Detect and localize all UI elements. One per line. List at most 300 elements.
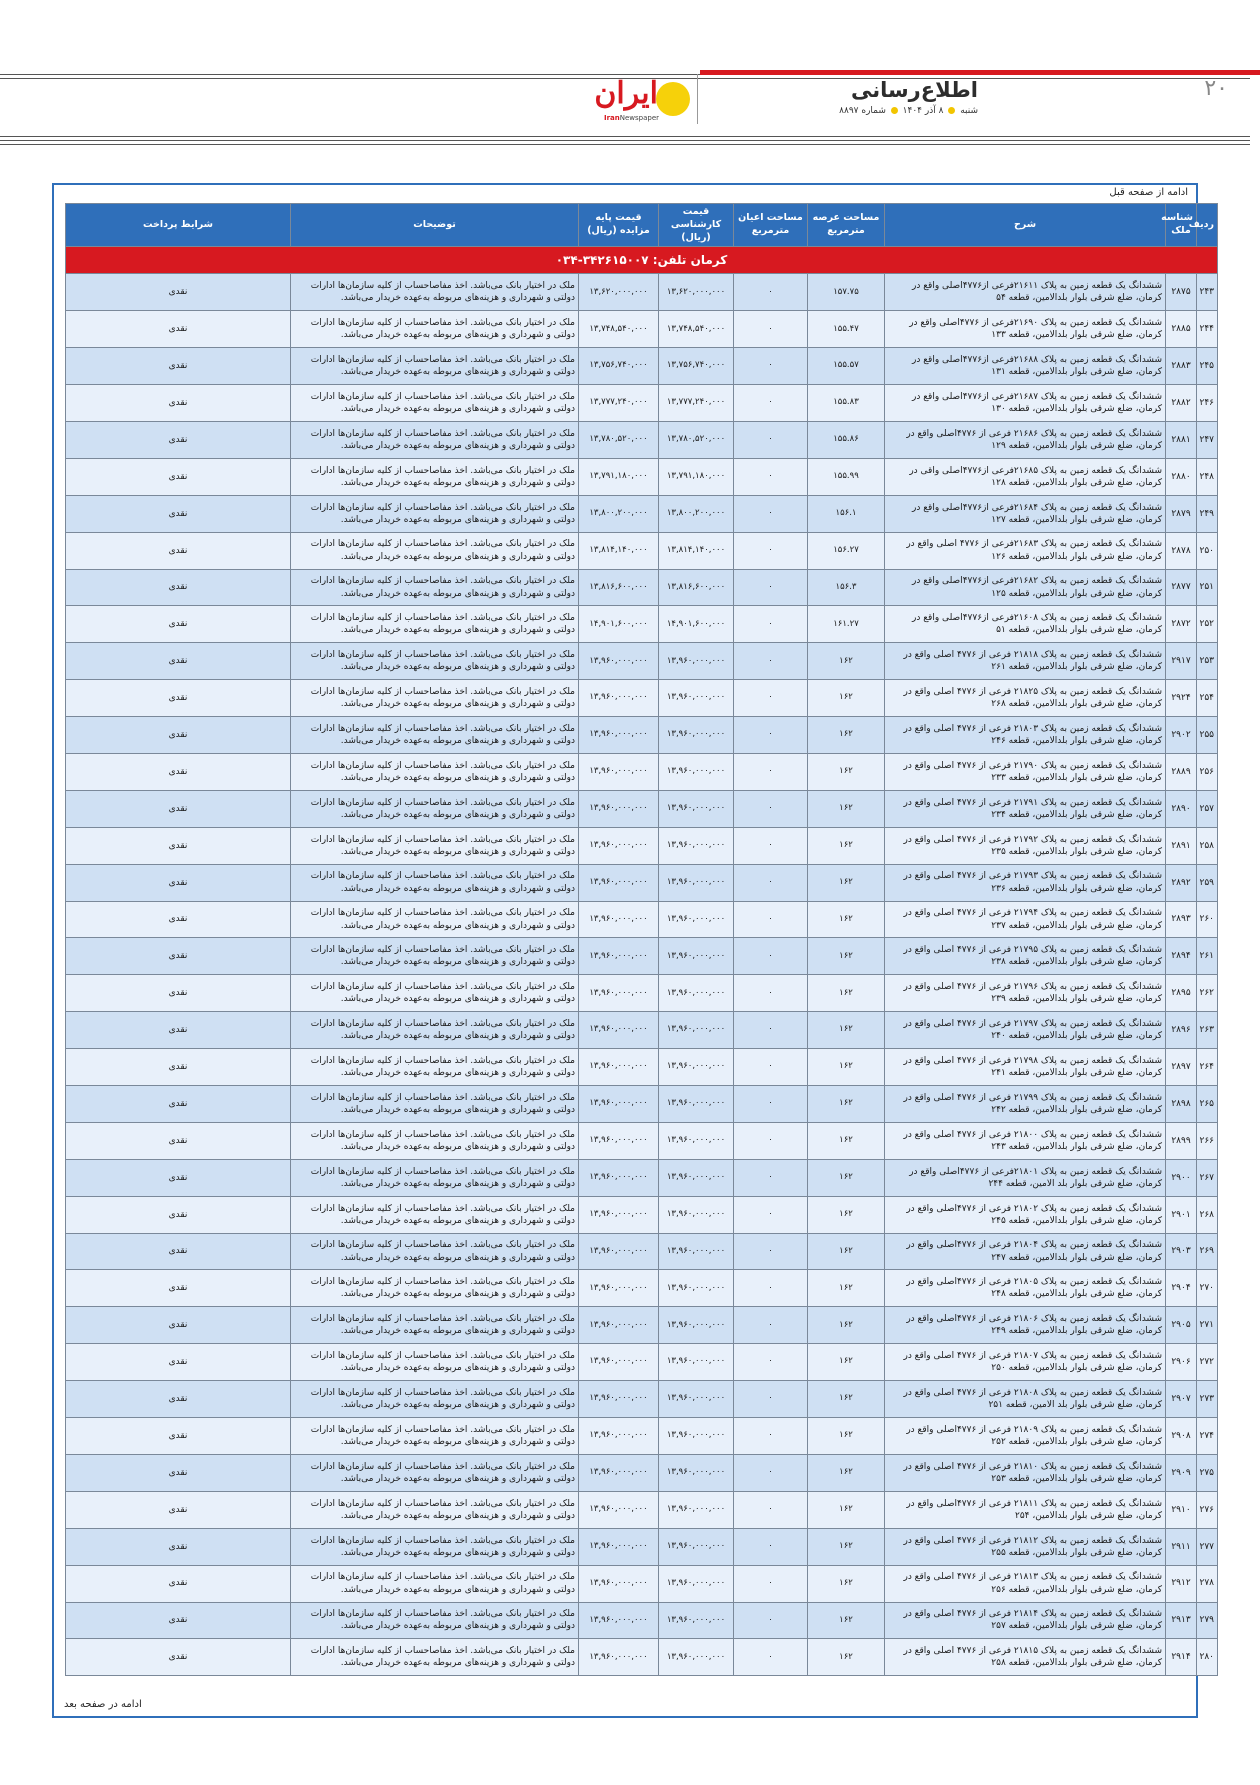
table-row xyxy=(66,938,1218,975)
cell-base-price: ۱۳,۹۶۰,۰۰۰,۰۰۰ xyxy=(579,790,659,827)
cell-description: ششدانگ یک قطعه زمین به پلاک ۲۱۶۸۳فرعی از ۴۷۷۶ اصلی واقع در کرمان، ضلع شرقی بلوار بلدالامین، قطعه ۱۲۶ xyxy=(885,532,1166,569)
cell-row-number: ۲۴۷ xyxy=(1197,422,1218,459)
cell-notes: ملک در اختیار بانک می‌باشد. اخذ مفاصاحساب از کلیه سازمان‌ها ادارات دولتی و شهرداری و هزینه‌های مربوطه به‌عهده خریدار می‌باشد. xyxy=(291,1491,579,1528)
cell-property-id: ۲۹۰۷ xyxy=(1166,1381,1197,1418)
cell-building-area: ۰ xyxy=(734,864,808,901)
cell-row-number: ۲۷۳ xyxy=(1197,1381,1218,1418)
section-title: اطلاع‌رسانی xyxy=(850,78,978,102)
cell-expert-price: ۱۳,۹۶۰,۰۰۰,۰۰۰ xyxy=(659,1196,734,1233)
cell-base-price: ۱۳,۸۰۰,۲۰۰,۰۰۰ xyxy=(579,495,659,532)
cell-base-price: ۱۳,۹۶۰,۰۰۰,۰۰۰ xyxy=(579,1086,659,1123)
cell-notes: ملک در اختیار بانک می‌باشد. اخذ مفاصاحساب از کلیه سازمان‌ها ادارات دولتی و شهرداری و هزینه‌های مربوطه به‌عهده خریدار می‌باشد. xyxy=(291,1049,579,1086)
cell-notes: ملک در اختیار بانک می‌باشد. اخذ مفاصاحساب از کلیه سازمان‌ها ادارات دولتی و شهرداری و هزینه‌های مربوطه به‌عهده خریدار می‌باشد. xyxy=(291,938,579,975)
cell-land-area: ۱۵۵.۵۷ xyxy=(808,348,885,385)
cell-payment-terms: نقدی xyxy=(66,348,291,385)
table-row xyxy=(66,311,1218,348)
cell-payment-terms: نقدی xyxy=(66,1602,291,1639)
cell-description: ششدانگ یک قطعه زمین به پلاک ۲۱۸۱۱ فرعی از ۴۷۷۶اصلی واقع در کرمان، ضلع شرقی بلوار بلدالامین، ۲۵۴ xyxy=(885,1491,1166,1528)
cell-notes: ملک در اختیار بانک می‌باشد. اخذ مفاصاحساب از کلیه سازمان‌ها ادارات دولتی و شهرداری و هزینه‌های مربوطه به‌عهده خریدار می‌باشد. xyxy=(291,606,579,643)
table-row xyxy=(66,532,1218,569)
cell-base-price: ۱۳,۹۶۰,۰۰۰,۰۰۰ xyxy=(579,1565,659,1602)
table-row xyxy=(66,1086,1218,1123)
cell-property-id: ۲۸۹۱ xyxy=(1166,827,1197,864)
cell-expert-price: ۱۳,۹۶۰,۰۰۰,۰۰۰ xyxy=(659,1639,734,1676)
cell-description: ششدانگ یک قطعه زمین به پلاک ۲۱۶۸۵فرعی از۴۷۷۶اصلی واقی در کرمان، ضلع شرقی بلوار بلدالامین، قطعه ۱۲۸ xyxy=(885,458,1166,495)
cell-notes: ملک در اختیار بانک می‌باشد. اخذ مفاصاحساب از کلیه سازمان‌ها ادارات دولتی و شهرداری و هزینه‌های مربوطه به‌عهده خریدار می‌باشد. xyxy=(291,1270,579,1307)
cell-expert-price: ۱۳,۷۸۰,۵۲۰,۰۰۰ xyxy=(659,422,734,459)
cell-expert-price: ۱۳,۹۶۰,۰۰۰,۰۰۰ xyxy=(659,680,734,717)
cell-land-area: ۱۶۲ xyxy=(808,1639,885,1676)
cell-property-id: ۲۹۱۳ xyxy=(1166,1602,1197,1639)
cell-building-area: ۰ xyxy=(734,348,808,385)
cell-description: ششدانگ یک قطعه زمین به پلاک ۲۱۸۰۰ فرعی از ۴۷۷۶ اصلی واقع در کرمان، ضلع شرقی بلوار بلدالامین، قطعه ۲۴۳ xyxy=(885,1122,1166,1159)
dot-icon xyxy=(948,107,955,114)
cell-land-area: ۱۶۲ xyxy=(808,680,885,717)
cell-payment-terms: نقدی xyxy=(66,1196,291,1233)
cell-payment-terms: نقدی xyxy=(66,1418,291,1455)
cell-payment-terms: نقدی xyxy=(66,680,291,717)
continued-from-notice: ادامه از صفحه قبل xyxy=(1109,187,1188,198)
cell-base-price: ۱۳,۷۸۰,۵۲۰,۰۰۰ xyxy=(579,422,659,459)
cell-row-number: ۲۵۰ xyxy=(1197,532,1218,569)
cell-notes: ملک در اختیار بانک می‌باشد. اخذ مفاصاحساب از کلیه سازمان‌ها ادارات دولتی و شهرداری و هزینه‌های مربوطه به‌عهده خریدار می‌باشد. xyxy=(291,1307,579,1344)
cell-row-number: ۲۶۹ xyxy=(1197,1233,1218,1270)
cell-notes: ملک در اختیار بانک می‌باشد. اخذ مفاصاحساب از کلیه سازمان‌ها ادارات دولتی و شهرداری و هزینه‌های مربوطه به‌عهده خریدار می‌باشد. xyxy=(291,458,579,495)
cell-description: ششدانگ یک قطعه زمین به پلاک ۲۱۶۱۱فرعی از۴۷۷۶اصلی واقع در کرمان، ضلع شرقی بلوار بلدالامین، قطعه ۵۴ xyxy=(885,274,1166,311)
cell-description: ششدانگ یک قطعه زمین به پلاک ۲۱۷۹۷ فرعی از ۴۷۷۶ اصلی واقع در کرمان، ضلع شرقی بلوار بلدالامین، قطعه ۲۴۰ xyxy=(885,1012,1166,1049)
table-row xyxy=(66,1307,1218,1344)
cell-notes: ملک در اختیار بانک می‌باشد. اخذ مفاصاحساب از کلیه سازمان‌ها ادارات دولتی و شهرداری و هزینه‌های مربوطه به‌عهده خریدار می‌باشد. xyxy=(291,385,579,422)
cell-building-area: ۰ xyxy=(734,901,808,938)
cell-base-price: ۱۳,۹۶۰,۰۰۰,۰۰۰ xyxy=(579,643,659,680)
table-row xyxy=(66,348,1218,385)
cell-base-price: ۱۳,۷۵۶,۷۴۰,۰۰۰ xyxy=(579,348,659,385)
table-body xyxy=(66,247,1218,1676)
cell-notes: ملک در اختیار بانک می‌باشد. اخذ مفاصاحساب از کلیه سازمان‌ها ادارات دولتی و شهرداری و هزینه‌های مربوطه به‌عهده خریدار می‌باشد. xyxy=(291,1565,579,1602)
cell-property-id: ۲۹۰۸ xyxy=(1166,1418,1197,1455)
col-header-expert-price: قیمت کارشناسی (ریال) xyxy=(659,204,734,247)
cell-description: ششدانگ یک قطعه زمین به پلاک ۲۱۶۸۲فرعی از۴۷۷۶اصلی واقع در کرمان، ضلع شرقی بلوار بلدالامین، قطعه ۱۲۵ xyxy=(885,569,1166,606)
cell-building-area: ۰ xyxy=(734,569,808,606)
table-row xyxy=(66,1344,1218,1381)
cell-payment-terms: نقدی xyxy=(66,1307,291,1344)
cell-row-number: ۲۷۴ xyxy=(1197,1418,1218,1455)
table-row xyxy=(66,1491,1218,1528)
cell-base-price: ۱۳,۹۶۰,۰۰۰,۰۰۰ xyxy=(579,717,659,754)
cell-payment-terms: نقدی xyxy=(66,1049,291,1086)
cell-expert-price: ۱۳,۹۶۰,۰۰۰,۰۰۰ xyxy=(659,1418,734,1455)
masthead-rule-bottom-3 xyxy=(0,144,1250,145)
cell-payment-terms: نقدی xyxy=(66,1528,291,1565)
cell-land-area: ۱۶۲ xyxy=(808,754,885,791)
cell-property-id: ۲۹۱۱ xyxy=(1166,1528,1197,1565)
cell-description: ششدانگ یک قطعه زمین به پلاک ۲۱۸۰۲ فرعی از ۴۷۷۶اصلی واقع در کرمان، ضلع شرقی بلوار بلدالامین، قطعه ۲۴۵ xyxy=(885,1196,1166,1233)
cell-building-area: ۰ xyxy=(734,1381,808,1418)
cell-payment-terms: نقدی xyxy=(66,864,291,901)
table-row xyxy=(66,1233,1218,1270)
cell-land-area: ۱۶۲ xyxy=(808,1381,885,1418)
cell-row-number: ۲۶۴ xyxy=(1197,1049,1218,1086)
cell-notes: ملک در اختیار بانک می‌باشد. اخذ مفاصاحساب از کلیه سازمان‌ها ادارات دولتی و شهرداری و هزینه‌های مربوطه به‌عهده خریدار می‌باشد. xyxy=(291,1418,579,1455)
cell-description: ششدانگ یک قطعه زمین به پلاک ۲۱۷۹۶ فرعی از ۴۷۷۶ اصلی واقع در کرمان، ضلع شرقی بلوار بلدالامین، قطعه ۲۳۹ xyxy=(885,975,1166,1012)
table-row xyxy=(66,717,1218,754)
cell-expert-price: ۱۳,۹۶۰,۰۰۰,۰۰۰ xyxy=(659,1122,734,1159)
cell-row-number: ۲۶۶ xyxy=(1197,1122,1218,1159)
cell-row-number: ۲۸۰ xyxy=(1197,1639,1218,1676)
cell-description: ششدانگ یک قطعه زمین به پلاک ۲۱۸۰۳ فرعی از ۴۷۷۶ اصلی واقع در کرمان، ضلع شرقی بلوار بلدالامین، قطعه ۲۴۶ xyxy=(885,717,1166,754)
cell-building-area: ۰ xyxy=(734,938,808,975)
cell-land-area: ۱۶۲ xyxy=(808,1233,885,1270)
cell-description: ششدانگ یک قطعه زمین به پلاک ۲۱۷۹۱ فرعی از ۴۷۷۶ اصلی واقع در کرمان، ضلع شرقی بلوار بلدالامین، قطعه ۲۳۴ xyxy=(885,790,1166,827)
cell-property-id: ۲۹۱۴ xyxy=(1166,1639,1197,1676)
cell-description: ششدانگ یک قطعه زمین به پلاک ۲۱۸۰۶ فرعی از ۴۷۷۶اصلی واقع در کرمان، ضلع شرقی بلوار بلدالامین، قطعه ۲۴۹ xyxy=(885,1307,1166,1344)
cell-property-id: ۲۹۰۹ xyxy=(1166,1454,1197,1491)
logo-wordmark: ایران xyxy=(594,76,658,111)
cell-payment-terms: نقدی xyxy=(66,422,291,459)
cell-building-area: ۰ xyxy=(734,1418,808,1455)
table-row xyxy=(66,422,1218,459)
cell-base-price: ۱۳,۹۶۰,۰۰۰,۰۰۰ xyxy=(579,754,659,791)
cell-base-price: ۱۳,۹۶۰,۰۰۰,۰۰۰ xyxy=(579,1049,659,1086)
cell-expert-price: ۱۳,۹۶۰,۰۰۰,۰۰۰ xyxy=(659,1381,734,1418)
table-row xyxy=(66,1528,1218,1565)
cell-payment-terms: نقدی xyxy=(66,385,291,422)
cell-base-price: ۱۳,۹۶۰,۰۰۰,۰۰۰ xyxy=(579,1012,659,1049)
table-row xyxy=(66,680,1218,717)
cell-building-area: ۰ xyxy=(734,680,808,717)
cell-description: ششدانگ یک قطعه زمین به پلاک ۲۱۷۹۸ فرعی از ۴۷۷۶ اصلی واقع در کرمان، ضلع شرقی بلوار بلدالامین، قطعه ۲۴۱ xyxy=(885,1049,1166,1086)
cell-building-area: ۰ xyxy=(734,1528,808,1565)
cell-building-area: ۰ xyxy=(734,1012,808,1049)
cell-description: ششدانگ یک قطعه زمین به پلاک ۲۱۸۱۴ فرعی از ۴۷۷۶ اصلی واقع در کرمان، ضلع شرقی بلوار بلدالامین، قطعه ۲۵۷ xyxy=(885,1602,1166,1639)
cell-property-id: ۲۸۹۳ xyxy=(1166,901,1197,938)
table-row xyxy=(66,606,1218,643)
cell-expert-price: ۱۳,۹۶۰,۰۰۰,۰۰۰ xyxy=(659,1565,734,1602)
cell-property-id: ۲۸۸۲ xyxy=(1166,385,1197,422)
cell-land-area: ۱۶۲ xyxy=(808,643,885,680)
cell-land-area: ۱۶۲ xyxy=(808,1159,885,1196)
cell-description: ششدانگ یک قطعه زمین به پلاک ۲۱۸۲۵ فرعی از ۴۷۷۶ اصلی واقع در کرمان، ضلع شرقی بلوار بلدالامین، قطعه ۲۶۸ xyxy=(885,680,1166,717)
cell-row-number: ۲۵۷ xyxy=(1197,790,1218,827)
cell-notes: ملک در اختیار بانک می‌باشد. اخذ مفاصاحساب از کلیه سازمان‌ها ادارات دولتی و شهرداری و هزینه‌های مربوطه به‌عهده خریدار می‌باشد. xyxy=(291,827,579,864)
cell-base-price: ۱۳,۷۴۸,۵۴۰,۰۰۰ xyxy=(579,311,659,348)
cell-notes: ملک در اختیار بانک می‌باشد. اخذ مفاصاحساب از کلیه سازمان‌ها ادارات دولتی و شهرداری و هزینه‌های مربوطه به‌عهده خریدار می‌باشد. xyxy=(291,975,579,1012)
cell-row-number: ۲۵۳ xyxy=(1197,643,1218,680)
col-header-row: ردیف xyxy=(1197,204,1218,247)
cell-payment-terms: نقدی xyxy=(66,1491,291,1528)
cell-payment-terms: نقدی xyxy=(66,1565,291,1602)
cell-building-area: ۰ xyxy=(734,1086,808,1123)
cell-payment-terms: نقدی xyxy=(66,643,291,680)
city-phone-line: کرمان تلفن: ۳۴۲۶۱۵۰۰۷-۰۳۴ xyxy=(66,247,1218,274)
cell-description: ششدانگ یک قطعه زمین به پلاک ۲۱۶۸۸فرعی از۴۷۷۶اصلی واقع در کرمان، ضلع شرقی بلوار بلدالامین، قطعه ۱۳۱ xyxy=(885,348,1166,385)
cell-property-id: ۲۹۰۲ xyxy=(1166,717,1197,754)
cell-notes: ملک در اختیار بانک می‌باشد. اخذ مفاصاحساب از کلیه سازمان‌ها ادارات دولتی و شهرداری و هزینه‌های مربوطه به‌عهده خریدار می‌باشد. xyxy=(291,1196,579,1233)
cell-row-number: ۲۶۵ xyxy=(1197,1086,1218,1123)
cell-payment-terms: نقدی xyxy=(66,938,291,975)
cell-notes: ملک در اختیار بانک می‌باشد. اخذ مفاصاحساب از کلیه سازمان‌ها ادارات دولتی و شهرداری و هزینه‌های مربوطه به‌عهده خریدار می‌باشد. xyxy=(291,1454,579,1491)
cell-land-area: ۱۶۲ xyxy=(808,1344,885,1381)
cell-base-price: ۱۳,۹۶۰,۰۰۰,۰۰۰ xyxy=(579,1528,659,1565)
cell-payment-terms: نقدی xyxy=(66,569,291,606)
cell-property-id: ۲۸۷۸ xyxy=(1166,532,1197,569)
cell-land-area: ۱۵۶.۳ xyxy=(808,569,885,606)
table-row xyxy=(66,495,1218,532)
masthead-rule-bottom-2 xyxy=(0,140,1250,141)
cell-building-area: ۰ xyxy=(734,458,808,495)
cell-base-price: ۱۳,۹۶۰,۰۰۰,۰۰۰ xyxy=(579,938,659,975)
cell-description: ششدانگ یک قطعه زمین به پلاک ۲۱۶۹۰فرعی از ۴۷۷۶اصلی واقع در کرمان، ضلع شرقی بلوار بلدالامین، قطعه ۱۳۳ xyxy=(885,311,1166,348)
cell-property-id: ۲۸۷۹ xyxy=(1166,495,1197,532)
cell-land-area: ۱۶۲ xyxy=(808,938,885,975)
cell-expert-price: ۱۳,۶۲۰,۰۰۰,۰۰۰ xyxy=(659,274,734,311)
dot-icon xyxy=(891,107,898,114)
cell-notes: ملک در اختیار بانک می‌باشد. اخذ مفاصاحساب از کلیه سازمان‌ها ادارات دولتی و شهرداری و هزینه‌های مربوطه به‌عهده خریدار می‌باشد. xyxy=(291,569,579,606)
cell-land-area: ۱۶۲ xyxy=(808,975,885,1012)
cell-land-area: ۱۵۵.۴۷ xyxy=(808,311,885,348)
cell-expert-price: ۱۳,۹۶۰,۰۰۰,۰۰۰ xyxy=(659,1307,734,1344)
table-header-row xyxy=(66,204,1218,247)
cell-property-id: ۲۹۱۰ xyxy=(1166,1491,1197,1528)
cell-row-number: ۲۶۱ xyxy=(1197,938,1218,975)
table-row xyxy=(66,1122,1218,1159)
masthead-rule-bottom xyxy=(0,136,1250,137)
cell-land-area: ۱۵۵.۸۶ xyxy=(808,422,885,459)
table-row xyxy=(66,1565,1218,1602)
cell-land-area: ۱۶۲ xyxy=(808,1418,885,1455)
cell-base-price: ۱۳,۷۷۷,۲۴۰,۰۰۰ xyxy=(579,385,659,422)
issue-number: شماره ۸۸۹۷ xyxy=(839,106,886,116)
cell-description: ششدانگ یک قطعه زمین به پلاک ۲۱۶۸۴فرعی از۴۷۷۶اصلی واقع در کرمان، ضلع شرقی بلوار بلدالامین، قطعه ۱۲۷ xyxy=(885,495,1166,532)
cell-description: ششدانگ یک قطعه زمین به پلاک ۲۱۸۱۰ فرعی از ۴۷۷۶ اصلی واقع در کرمان، ضلع شرقی بلوار بلدالامین، قطعه ۲۵۳ xyxy=(885,1454,1166,1491)
cell-notes: ملک در اختیار بانک می‌باشد. اخذ مفاصاحساب از کلیه سازمان‌ها ادارات دولتی و شهرداری و هزینه‌های مربوطه به‌عهده خریدار می‌باشد. xyxy=(291,1344,579,1381)
cell-expert-price: ۱۳,۹۶۰,۰۰۰,۰۰۰ xyxy=(659,864,734,901)
cell-payment-terms: نقدی xyxy=(66,1122,291,1159)
cell-base-price: ۱۳,۹۶۰,۰۰۰,۰۰۰ xyxy=(579,1270,659,1307)
cell-land-area: ۱۶۲ xyxy=(808,1528,885,1565)
cell-payment-terms: نقدی xyxy=(66,495,291,532)
cell-building-area: ۰ xyxy=(734,827,808,864)
table-row xyxy=(66,1159,1218,1196)
cell-land-area: ۱۶۱.۲۷ xyxy=(808,606,885,643)
cell-property-id: ۲۹۰۴ xyxy=(1166,1270,1197,1307)
cell-land-area: ۱۶۲ xyxy=(808,1307,885,1344)
cell-payment-terms: نقدی xyxy=(66,458,291,495)
cell-notes: ملک در اختیار بانک می‌باشد. اخذ مفاصاحساب از کلیه سازمان‌ها ادارات دولتی و شهرداری و هزینه‌های مربوطه به‌عهده خریدار می‌باشد. xyxy=(291,1528,579,1565)
cell-building-area: ۰ xyxy=(734,1565,808,1602)
cell-expert-price: ۱۳,۸۱۴,۱۴۰,۰۰۰ xyxy=(659,532,734,569)
cell-land-area: ۱۶۲ xyxy=(808,864,885,901)
continued-to-notice: ادامه در صفحه بعد xyxy=(64,1699,142,1710)
table-row xyxy=(66,274,1218,311)
cell-land-area: ۱۵۶.۲۷ xyxy=(808,532,885,569)
cell-land-area: ۱۶۲ xyxy=(808,827,885,864)
cell-row-number: ۲۵۴ xyxy=(1197,680,1218,717)
cell-notes: ملک در اختیار بانک می‌باشد. اخذ مفاصاحساب از کلیه سازمان‌ها ادارات دولتی و شهرداری و هزینه‌های مربوطه به‌عهده خریدار می‌باشد. xyxy=(291,790,579,827)
col-header-land-area: مساحت عرصه مترمربع xyxy=(808,204,885,247)
table-row xyxy=(66,1454,1218,1491)
cell-payment-terms: نقدی xyxy=(66,1639,291,1676)
cell-payment-terms: نقدی xyxy=(66,827,291,864)
issue-date: ۸ آذر ۱۴۰۴ xyxy=(902,106,944,116)
cell-row-number: ۲۶۸ xyxy=(1197,1196,1218,1233)
table-row xyxy=(66,864,1218,901)
cell-land-area: ۱۶۲ xyxy=(808,1602,885,1639)
cell-description: ششدانگ یک قطعه زمین به پلاک ۲۱۷۹۰ فرعی از ۴۷۷۶ اصلی واقع در کرمان، ضلع شرقی بلوار بلدالامین، قطعه ۲۳۳ xyxy=(885,754,1166,791)
cell-notes: ملک در اختیار بانک می‌باشد. اخذ مفاصاحساب از کلیه سازمان‌ها ادارات دولتی و شهرداری و هزینه‌های مربوطه به‌عهده خریدار می‌باشد. xyxy=(291,1122,579,1159)
cell-land-area: ۱۶۲ xyxy=(808,1012,885,1049)
cell-description: ششدانگ یک قطعه زمین به پلاک ۲۱۶۸۶ فرعی از ۴۷۷۶اصلی واقع در کرمان، ضلع شرقی بلوار بلدالامین، قطعه ۱۲۹ xyxy=(885,422,1166,459)
cell-expert-price: ۱۳,۹۶۰,۰۰۰,۰۰۰ xyxy=(659,901,734,938)
cell-description: ششدانگ یک قطعه زمین به پلاک ۲۱۸۱۲ فرعی از ۴۷۷۶ اصلی واقع در کرمان، ضلع شرقی بلوار بلدالامین، قطعه ۲۵۵ xyxy=(885,1528,1166,1565)
cell-land-area: ۱۶۲ xyxy=(808,717,885,754)
cell-base-price: ۱۳,۹۶۰,۰۰۰,۰۰۰ xyxy=(579,1639,659,1676)
cell-expert-price: ۱۳,۷۷۷,۲۴۰,۰۰۰ xyxy=(659,385,734,422)
cell-row-number: ۲۶۷ xyxy=(1197,1159,1218,1196)
cell-payment-terms: نقدی xyxy=(66,274,291,311)
table-row xyxy=(66,754,1218,791)
cell-description: ششدانگ یک قطعه زمین به پلاک ۲۱۸۱۳ فرعی از ۴۷۷۶ اصلی واقع در کرمان، ضلع شرقی بلوار بلدالامین، قطعه ۲۵۶ xyxy=(885,1565,1166,1602)
issue-day: شنبه xyxy=(960,106,978,116)
cell-row-number: ۲۷۹ xyxy=(1197,1602,1218,1639)
cell-building-area: ۰ xyxy=(734,311,808,348)
cell-description: ششدانگ یک قطعه زمین به پلاک ۲۱۸۱۸ فرعی از ۴۷۷۶ اصلی واقع در کرمان، ضلع شرقی بلوار بلدالامین، قطعه ۲۶۱ xyxy=(885,643,1166,680)
col-header-base-price: قیمت پایه مزایده (ریال) xyxy=(579,204,659,247)
cell-notes: ملک در اختیار بانک می‌باشد. اخذ مفاصاحساب از کلیه سازمان‌ها ادارات دولتی و شهرداری و هزینه‌های مربوطه به‌عهده خریدار می‌باشد. xyxy=(291,348,579,385)
cell-property-id: ۲۸۸۳ xyxy=(1166,348,1197,385)
table-row xyxy=(66,790,1218,827)
cell-base-price: ۱۳,۹۶۰,۰۰۰,۰۰۰ xyxy=(579,1122,659,1159)
cell-building-area: ۰ xyxy=(734,1491,808,1528)
table-row xyxy=(66,827,1218,864)
cell-expert-price: ۱۳,۹۶۰,۰۰۰,۰۰۰ xyxy=(659,790,734,827)
cell-description: ششدانگ یک قطعه زمین به پلاک ۲۱۷۹۹ فرعی از ۴۷۷۶ اصلی واقع در کرمان، ضلع شرقی بلوار بلدالامین، قطعه ۲۴۲ xyxy=(885,1086,1166,1123)
cell-property-id: ۲۸۹۸ xyxy=(1166,1086,1197,1123)
cell-payment-terms: نقدی xyxy=(66,1233,291,1270)
cell-property-id: ۲۹۱۲ xyxy=(1166,1565,1197,1602)
cell-notes: ملک در اختیار بانک می‌باشد. اخذ مفاصاحساب از کلیه سازمان‌ها ادارات دولتی و شهرداری و هزینه‌های مربوطه به‌عهده خریدار می‌باشد. xyxy=(291,532,579,569)
cell-building-area: ۰ xyxy=(734,1233,808,1270)
cell-payment-terms: نقدی xyxy=(66,1381,291,1418)
cell-land-area: ۱۵۵.۹۹ xyxy=(808,458,885,495)
cell-row-number: ۲۷۶ xyxy=(1197,1491,1218,1528)
section-accent-bar xyxy=(700,70,1260,75)
cell-property-id: ۲۸۹۹ xyxy=(1166,1122,1197,1159)
cell-notes: ملک در اختیار بانک می‌باشد. اخذ مفاصاحساب از کلیه سازمان‌ها ادارات دولتی و شهرداری و هزینه‌های مربوطه به‌عهده خریدار می‌باشد. xyxy=(291,1086,579,1123)
cell-base-price: ۱۳,۹۶۰,۰۰۰,۰۰۰ xyxy=(579,827,659,864)
cell-property-id: ۲۸۹۰ xyxy=(1166,790,1197,827)
auction-table xyxy=(65,203,1218,1676)
cell-base-price: ۱۳,۹۶۰,۰۰۰,۰۰۰ xyxy=(579,975,659,1012)
table-row xyxy=(66,1418,1218,1455)
cell-row-number: ۲۶۰ xyxy=(1197,901,1218,938)
cell-land-area: ۱۶۲ xyxy=(808,1122,885,1159)
cell-land-area: ۱۵۵.۸۳ xyxy=(808,385,885,422)
table-row xyxy=(66,1602,1218,1639)
cell-notes: ملک در اختیار بانک می‌باشد. اخذ مفاصاحساب از کلیه سازمان‌ها ادارات دولتی و شهرداری و هزینه‌های مربوطه به‌عهده خریدار می‌باشد. xyxy=(291,422,579,459)
cell-expert-price: ۱۳,۹۶۰,۰۰۰,۰۰۰ xyxy=(659,717,734,754)
cell-property-id: ۲۸۸۱ xyxy=(1166,422,1197,459)
cell-row-number: ۲۷۷ xyxy=(1197,1528,1218,1565)
cell-notes: ملک در اختیار بانک می‌باشد. اخذ مفاصاحساب از کلیه سازمان‌ها ادارات دولتی و شهرداری و هزینه‌های مربوطه به‌عهده خریدار می‌باشد. xyxy=(291,1233,579,1270)
notice-frame xyxy=(52,183,1214,1718)
cell-building-area: ۰ xyxy=(734,274,808,311)
cell-expert-price: ۱۳,۹۶۰,۰۰۰,۰۰۰ xyxy=(659,1049,734,1086)
cell-building-area: ۰ xyxy=(734,717,808,754)
cell-row-number: ۲۴۳ xyxy=(1197,274,1218,311)
cell-land-area: ۱۵۶.۱ xyxy=(808,495,885,532)
cell-payment-terms: نقدی xyxy=(66,1012,291,1049)
cell-notes: ملک در اختیار بانک می‌باشد. اخذ مفاصاحساب از کلیه سازمان‌ها ادارات دولتی و شهرداری و هزینه‌های مربوطه به‌عهده خریدار می‌باشد. xyxy=(291,754,579,791)
cell-base-price: ۱۳,۹۶۰,۰۰۰,۰۰۰ xyxy=(579,1602,659,1639)
cell-expert-price: ۱۳,۸۰۰,۲۰۰,۰۰۰ xyxy=(659,495,734,532)
cell-payment-terms: نقدی xyxy=(66,1344,291,1381)
cell-property-id: ۲۸۷۲ xyxy=(1166,606,1197,643)
cell-building-area: ۰ xyxy=(734,1049,808,1086)
cell-notes: ملک در اختیار بانک می‌باشد. اخذ مفاصاحساب از کلیه سازمان‌ها ادارات دولتی و شهرداری و هزینه‌های مربوطه به‌عهده خریدار می‌باشد. xyxy=(291,901,579,938)
cell-row-number: ۲۴۸ xyxy=(1197,458,1218,495)
cell-description: ششدانگ یک قطعه زمین به پلاک ۲۱۸۰۹ فرعی از ۴۷۷۶اصلی واقع در کرمان، ضلع شرقی بلوار بلدالامین، قطعه ۲۵۲ xyxy=(885,1418,1166,1455)
cell-notes: ملک در اختیار بانک می‌باشد. اخذ مفاصاحساب از کلیه سازمان‌ها ادارات دولتی و شهرداری و هزینه‌های مربوطه به‌عهده خریدار می‌باشد. xyxy=(291,274,579,311)
cell-payment-terms: نقدی xyxy=(66,311,291,348)
cell-payment-terms: نقدی xyxy=(66,1270,291,1307)
cell-base-price: ۱۳,۹۶۰,۰۰۰,۰۰۰ xyxy=(579,1159,659,1196)
cell-property-id: ۲۸۹۷ xyxy=(1166,1049,1197,1086)
cell-row-number: ۲۵۱ xyxy=(1197,569,1218,606)
col-header-building-area: مساحت اعیان مترمربع xyxy=(734,204,808,247)
cell-base-price: ۱۳,۷۹۱,۱۸۰,۰۰۰ xyxy=(579,458,659,495)
cell-building-area: ۰ xyxy=(734,422,808,459)
cell-land-area: ۱۵۷.۷۵ xyxy=(808,274,885,311)
cell-property-id: ۲۸۹۲ xyxy=(1166,864,1197,901)
cell-base-price: ۱۳,۹۶۰,۰۰۰,۰۰۰ xyxy=(579,680,659,717)
cell-property-id: ۲۸۷۷ xyxy=(1166,569,1197,606)
cell-notes: ملک در اختیار بانک می‌باشد. اخذ مفاصاحساب از کلیه سازمان‌ها ادارات دولتی و شهرداری و هزینه‌های مربوطه به‌عهده خریدار می‌باشد. xyxy=(291,1602,579,1639)
cell-building-area: ۰ xyxy=(734,754,808,791)
cell-payment-terms: نقدی xyxy=(66,717,291,754)
cell-description: ششدانگ یک قطعه زمین به پلاک ۲۱۷۹۲ فرعی از ۴۷۷۶ اصلی واقع در کرمان، ضلع شرقی بلوار بلدالامین، قطعه ۲۳۵ xyxy=(885,827,1166,864)
cell-payment-terms: نقدی xyxy=(66,790,291,827)
cell-row-number: ۲۶۲ xyxy=(1197,975,1218,1012)
cell-expert-price: ۱۳,۹۶۰,۰۰۰,۰۰۰ xyxy=(659,1528,734,1565)
cell-expert-price: ۱۳,۹۶۰,۰۰۰,۰۰۰ xyxy=(659,1344,734,1381)
cell-description: ششدانگ یک قطعه زمین به پلاک ۲۱۷۹۴ فرعی از ۴۷۷۶ اصلی واقع در کرمان، ضلع شرقی بلوار بلدالامین، قطعه ۲۳۷ xyxy=(885,901,1166,938)
cell-description: ششدانگ یک قطعه زمین به پلاک ۲۱۸۰۴ فرعی از ۴۷۷۶اصلی واقع در کرمان، ضلع شرقی بلوار بلدالامین، قطعه ۲۴۷ xyxy=(885,1233,1166,1270)
cell-row-number: ۲۷۰ xyxy=(1197,1270,1218,1307)
cell-payment-terms: نقدی xyxy=(66,606,291,643)
cell-row-number: ۲۷۱ xyxy=(1197,1307,1218,1344)
cell-base-price: ۱۳,۹۶۰,۰۰۰,۰۰۰ xyxy=(579,1307,659,1344)
cell-building-area: ۰ xyxy=(734,532,808,569)
cell-expert-price: ۱۳,۷۹۱,۱۸۰,۰۰۰ xyxy=(659,458,734,495)
cell-description: ششدانگ یک قطعه زمین به پلاک ۲۱۷۹۵ فرعی از ۴۷۷۶ اصلی واقع در کرمان، ضلع شرقی بلوار بلدالامین، قطعه ۲۳۸ xyxy=(885,938,1166,975)
cell-payment-terms: نقدی xyxy=(66,975,291,1012)
table-row xyxy=(66,643,1218,680)
cell-expert-price: ۱۳,۹۶۰,۰۰۰,۰۰۰ xyxy=(659,754,734,791)
cell-notes: ملک در اختیار بانک می‌باشد. اخذ مفاصاحساب از کلیه سازمان‌ها ادارات دولتی و شهرداری و هزینه‌های مربوطه به‌عهده خریدار می‌باشد. xyxy=(291,643,579,680)
cell-land-area: ۱۶۲ xyxy=(808,1491,885,1528)
cell-payment-terms: نقدی xyxy=(66,1159,291,1196)
cell-base-price: ۱۴,۹۰۱,۶۰۰,۰۰۰ xyxy=(579,606,659,643)
cell-land-area: ۱۶۲ xyxy=(808,1049,885,1086)
cell-notes: ملک در اختیار بانک می‌باشد. اخذ مفاصاحساب از کلیه سازمان‌ها ادارات دولتی و شهرداری و هزینه‌های مربوطه به‌عهده خریدار می‌باشد. xyxy=(291,495,579,532)
cell-description: ششدانگ یک قطعه زمین به پلاک ۲۱۸۰۸ فرعی از ۴۷۷۶ اصلی واقع در کرمان، ضلع شرقی بلوار بلد الامین، قطعه ۲۵۱ xyxy=(885,1381,1166,1418)
issue-info xyxy=(839,106,978,116)
cell-building-area: ۰ xyxy=(734,385,808,422)
col-header-payment: شرایط پرداخت xyxy=(66,204,291,247)
cell-base-price: ۱۳,۹۶۰,۰۰۰,۰۰۰ xyxy=(579,1418,659,1455)
cell-notes: ملک در اختیار بانک می‌باشد. اخذ مفاصاحساب از کلیه سازمان‌ها ادارات دولتی و شهرداری و هزینه‌های مربوطه به‌عهده خریدار می‌باشد. xyxy=(291,1381,579,1418)
